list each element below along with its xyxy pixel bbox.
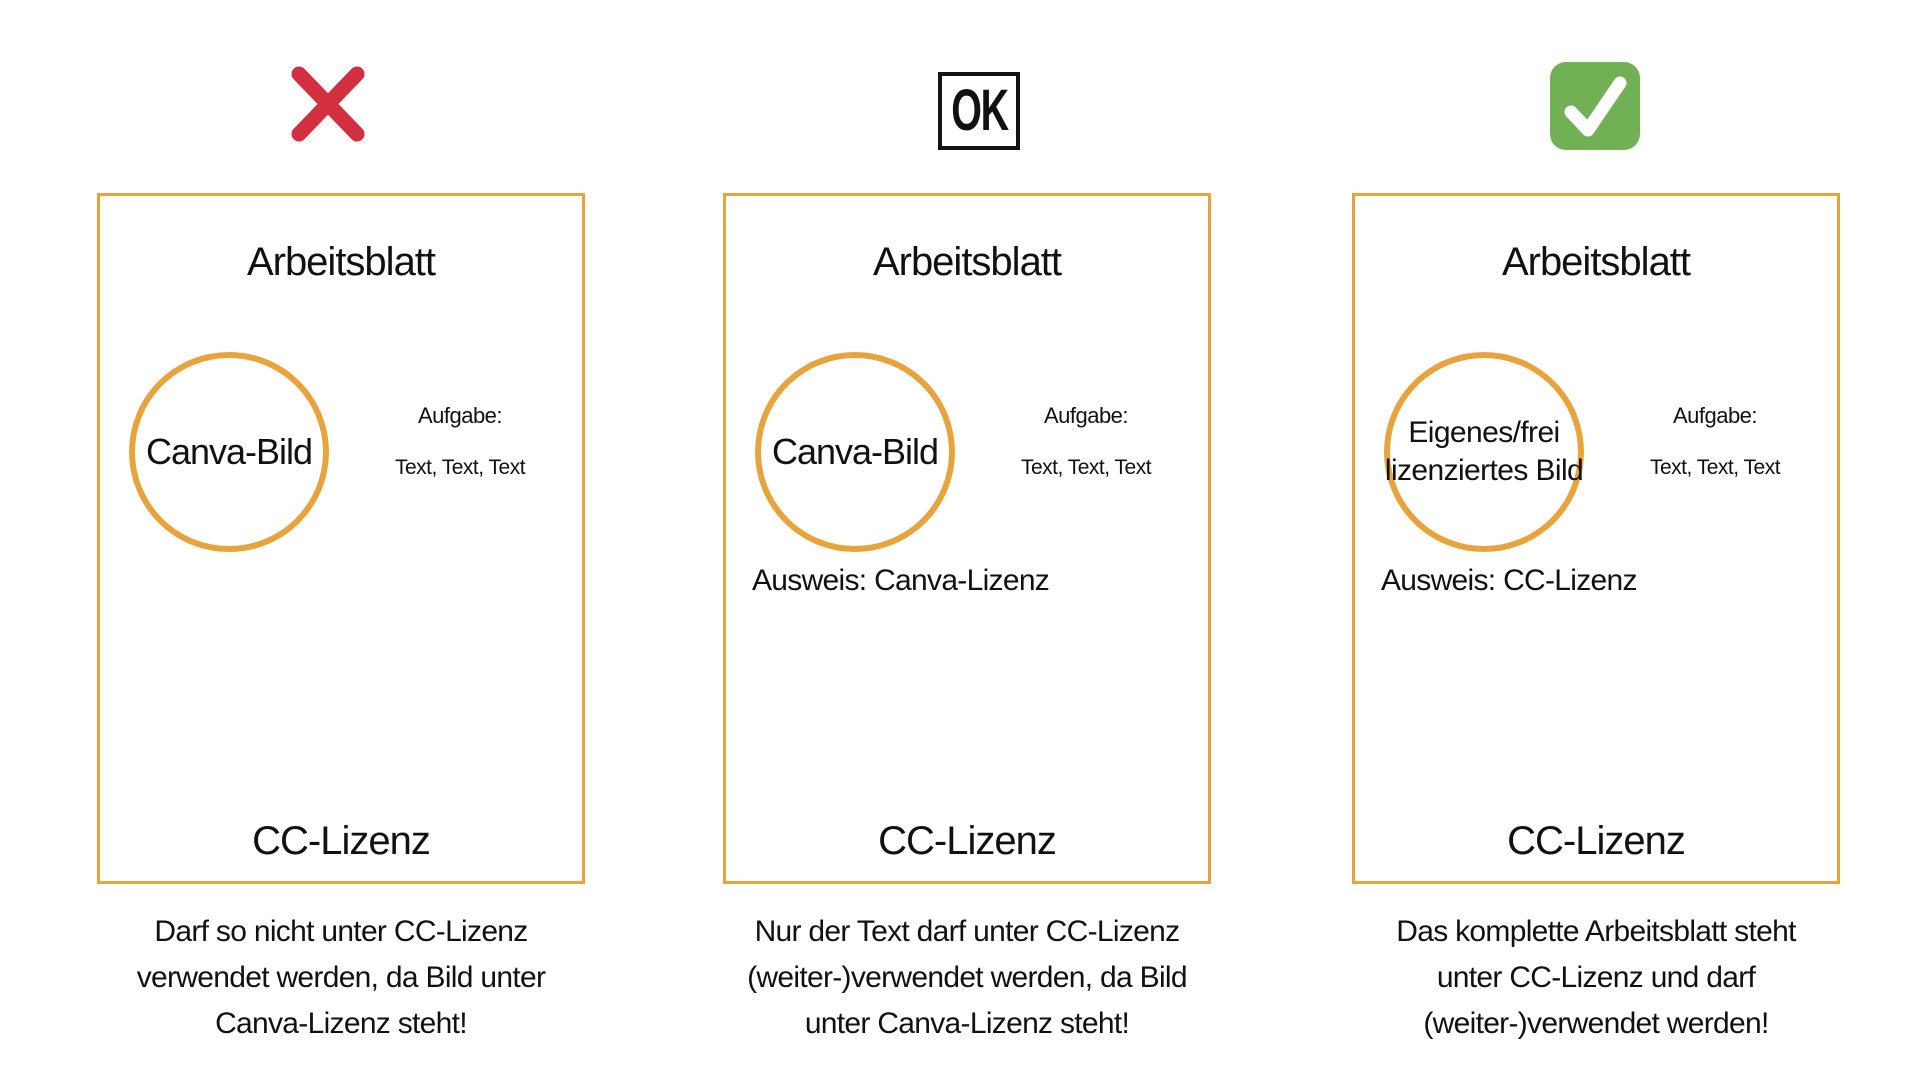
caption-line: unter CC-Lizenz und darf [1436,961,1756,994]
task-text: Text, Text, Text [1020,456,1152,479]
caption [723,909,1211,1047]
image-license-note: Ausweis: CC-Lizenz [1381,564,1637,597]
caption-line: Darf so nicht unter CC-Lizenz [154,915,528,948]
ok-badge-label: OK [950,78,1008,143]
caption-line: verwendet werden, da Bild unter [136,961,546,994]
worksheet-card [723,193,1211,884]
image-license-note: Ausweis: Canva-Lizenz [752,564,1050,597]
caption [1352,909,1840,1047]
worksheet-title: Arbeitsblatt [1501,240,1691,284]
image-placeholder-circle [129,352,329,552]
caption-line: (weiter-)verwendet werden, da Bild [747,961,1187,994]
worksheet-license-footer: CC-Lizenz [252,819,430,863]
column-canva-image-not-allowed [97,0,585,1080]
image-label-line: lizenziertes Bild [1384,454,1584,487]
worksheet-card [1352,193,1840,884]
task-text: Text, Text, Text [1649,456,1781,479]
task-label: Aufgabe: [417,403,503,428]
worksheet-title: Arbeitsblatt [872,240,1062,284]
caption-line: (weiter-)verwendet werden! [1423,1007,1769,1040]
worksheet-card [97,193,585,884]
worksheet-license-footer: CC-Lizenz [1507,819,1685,863]
cross-icon [288,61,368,147]
image-placeholder-circle [755,352,955,552]
column-canva-image-with-notice [723,0,1211,1080]
image-label: Canva-Bild [145,431,313,472]
caption-line: Canva-Lizenz steht! [215,1007,467,1040]
caption-line: unter Canva-Lizenz steht! [804,1007,1130,1040]
image-label: Canva-Bild [771,431,939,472]
task-label: Aufgabe: [1043,403,1129,428]
column-own-image-allowed [1352,0,1840,1080]
check-icon [1550,62,1640,150]
ok-badge [938,72,1020,150]
image-placeholder-circle [1384,352,1584,552]
task-text: Text, Text, Text [394,456,526,479]
worksheet-title: Arbeitsblatt [246,240,436,284]
task-label: Aufgabe: [1672,403,1758,428]
caption [97,909,585,1047]
caption-line: Das komplette Arbeitsblatt steht [1396,915,1796,948]
worksheet-license-footer: CC-Lizenz [878,819,1056,863]
caption-line: Nur der Text darf unter CC-Lizenz [754,915,1180,948]
image-label-line: Eigenes/frei [1408,416,1560,449]
